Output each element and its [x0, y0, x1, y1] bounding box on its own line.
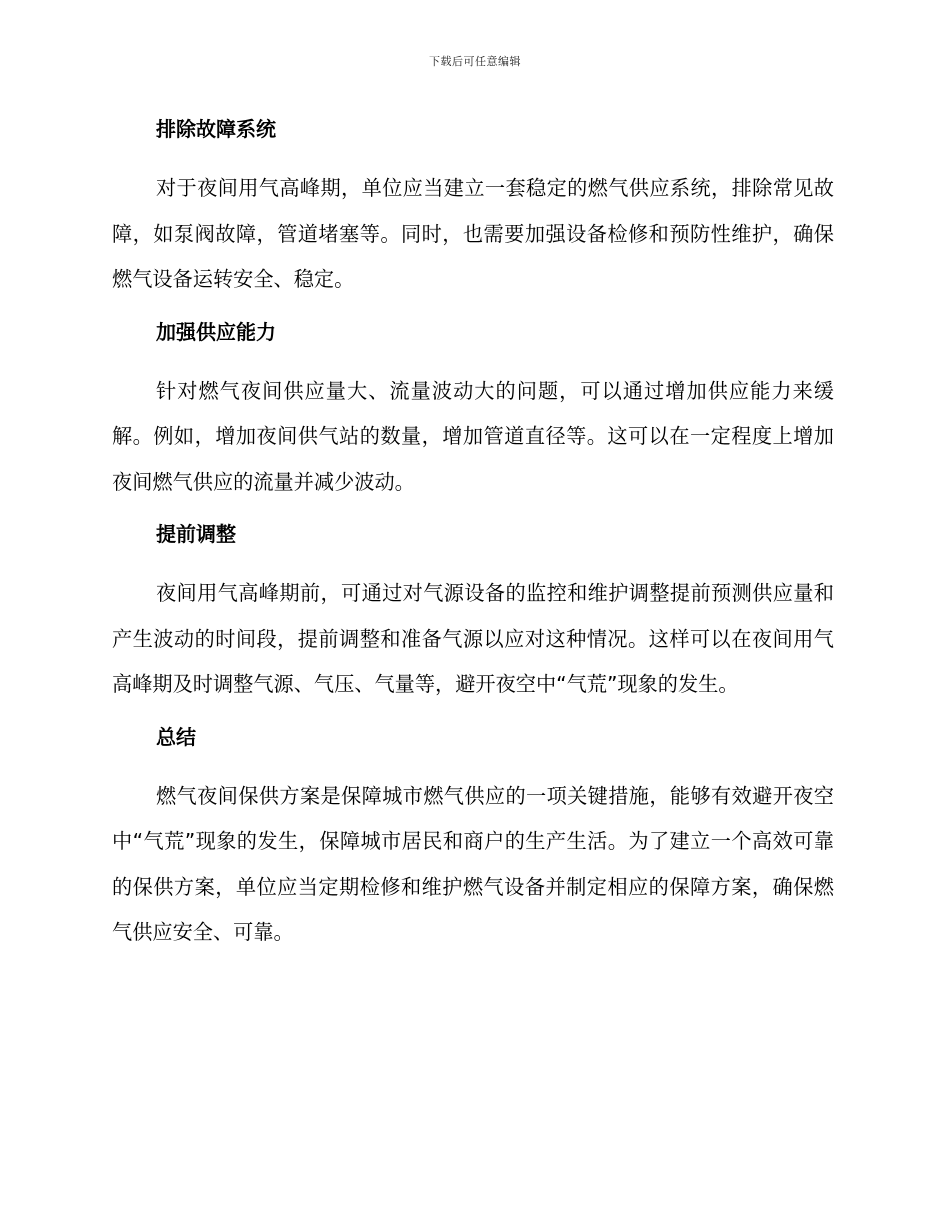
section-summary	[112, 720, 834, 956]
document-body	[112, 112, 834, 968]
section-heading: 排除故障系统	[156, 117, 276, 141]
section-paragraph: 针对燃气夜间供应量大、流量波动大的问题，可以通过增加供应能力来缓解。例如，增加夜间供气站的数量，增加管道直径等。这可以在一定程度上增加夜间燃气供应的流量并减少波动。	[112, 378, 834, 494]
section-heading: 总结	[156, 724, 196, 749]
section-heading: 提前调整	[156, 522, 236, 546]
section-paragraph: 对于夜间用气高峰期，单位应当建立一套稳定的燃气供应系统，排除常见故障，如泵阀故障，管道堵塞等。同时，也需要加强设备检修和预防性维护，确保燃气设备运转安全、稳定。	[112, 176, 834, 291]
section-troubleshooting	[112, 112, 834, 303]
section-heading: 加强供应能力	[156, 319, 276, 344]
page-header: 下载后可任意编辑	[429, 55, 521, 68]
section-supply-capacity	[112, 315, 834, 506]
section-advance-adjustment	[112, 517, 834, 708]
section-paragraph: 夜间用气高峰期前，可通过对气源设备的监控和维护调整提前预测供应量和产生波动的时间段，提前调整和准备气源以应对这种情况。这样可以在夜间用气高峰期及时调整气源、气压、气量等，避开夜空中“气荒”现象的发生。	[112, 581, 834, 696]
section-paragraph: 燃气夜间保供方案是保障城市燃气供应的一项关键措施，能够有效避开夜空中“气荒”现象的发生，保障城市居民和商户的生产生活。为了建立一个高效可靠的保供方案，单位应当定期检修和维护燃气设备并制定相应的保障方案，确保燃气供应安全、可靠。	[112, 783, 834, 944]
